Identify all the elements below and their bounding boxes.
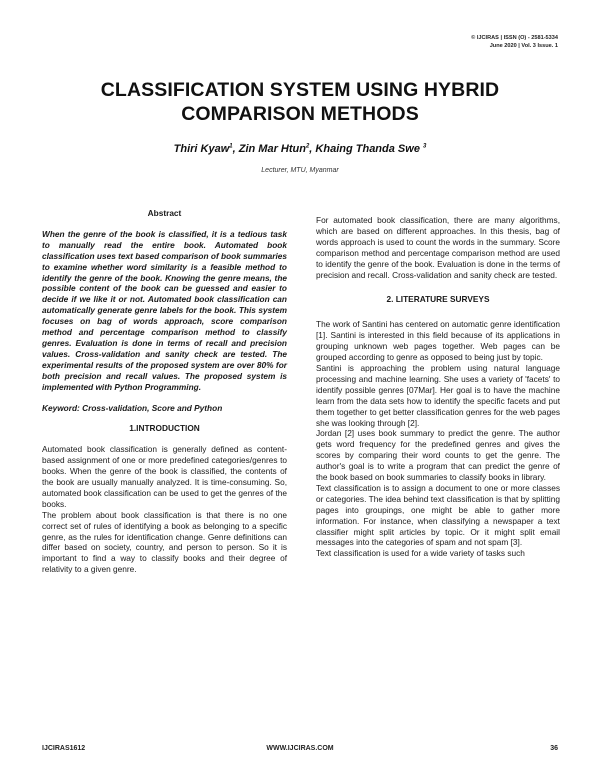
author-3: Khaing Thanda Swe bbox=[315, 143, 420, 155]
affiliation: Lecturer, MTU, Myanmar bbox=[261, 167, 339, 174]
author-3-sup: 3 bbox=[423, 143, 427, 150]
intro-paragraph-2: The problem about book classification is that there is no one correct set of rules of identifying a book as belonging to a specific genre, as the rules for identification change. Genre definitions can differ based on society, country, and person to person. So it is important to find a way to classify books and their degree of relativity to a given genre. bbox=[42, 509, 287, 575]
left-column bbox=[42, 208, 287, 575]
literature-paragraph-3: Jordan [2] uses book summary to predict the genre. The author gets word frequency for the predefined genres and gives the scores by comparing their word counts to get the genre. The author's goal is to write a program that can predict the genre of the book based on book summaries to classify books in library. bbox=[316, 428, 560, 483]
title-line-2: COMPARISON METHODS bbox=[181, 103, 419, 125]
right-column bbox=[316, 215, 560, 559]
keywords: Keyword: Cross-validation, Score and Python bbox=[42, 402, 223, 413]
author-1-sup: 1 bbox=[229, 143, 233, 150]
literature-heading: 2. LITERATURE SURVEYS bbox=[386, 294, 490, 305]
intro-paragraph-3: For automated book classification, there are many algorithms, which are based on different approaches. In this thesis, bag of words approach is used to count the words in the summary. Score comparison method and percentage comparison method are used to identify the genre of the book. Evaluation is done in the terms of precision and recall. Cross-validation and sanity check are tested. bbox=[316, 215, 560, 280]
literature-paragraph-5: Text classification is used for a wide variety of tasks such bbox=[316, 548, 525, 559]
author-2-sup: 2 bbox=[305, 143, 310, 150]
footer-page-number: 36 bbox=[550, 745, 558, 752]
literature-paragraph-4: Text classification is to assign a document to one or more classes or categories. The idea behind text classification is that by splitting pages into groupings, one might be able to gather more information. For instance, when classifying a newspaper a text classifier might split articles by topic. Or it might split email messages into the categories of spam and not spam [3]. bbox=[316, 482, 560, 548]
abstract-text: When the genre of the book is classified, it is a tedious task to manually read the entire book. Automated book classification uses text based comparison of book summaries to examine whether word similarity is a feasible method to identify the genre of the book. Knowing the genre means, the possible content of the book can be guessed and easier to decide if we like it or not. Automated book classification can automatically generate genre labels for the book. This system focuses on bag of words approach, score comparison method and percentage comparison method to classify genres. Evaluation is done in terms of recall and precision values. Cross-validation and sanity check are tested. The experimental results of the proposed system are over 80% for both precision and recall values. The proposed system is implemented with Python Programming. bbox=[42, 228, 287, 392]
author-2: Zin Mar Htun bbox=[238, 143, 306, 155]
literature-paragraph-1: The work of Santini has centered on automatic genre identification [1]. Santini is interested in this field because of its applications in grouping unknown web pages together. Web pages can be grouped according to genre as opposed to being just by topic. bbox=[316, 319, 560, 363]
footer-paper-id: IJCIRAS1612 bbox=[42, 745, 86, 752]
paper-title bbox=[0, 78, 600, 126]
intro-heading: 1.INTRODUCTION bbox=[129, 423, 200, 434]
abstract-heading: Abstract bbox=[147, 208, 182, 218]
journal-header bbox=[471, 34, 558, 50]
literature-paragraph-2: Santini is approaching the problem using natural language processing and machine learning. She uses a variety of 'facets' to identify possible genres [07Mar]. Her goal is to have the machine learn from the data sets how to identify the specific facets and put them together to get better classification genres for the web pages she was looking through [2]. bbox=[316, 362, 560, 428]
issn-line: © IJCIRAS | ISSN (O) - 2581-5334 bbox=[471, 35, 558, 41]
title-line-1: CLASSIFICATION SYSTEM USING HYBRID bbox=[100, 79, 500, 101]
author-list: Thiri Kyaw$^1$, Zin Mar Htun$^2$, Khaing Thanda Swe $^3$ bbox=[173, 143, 427, 155]
author-1: Thiri Kyaw bbox=[173, 143, 230, 155]
footer-website[interactable]: WWW.IJCIRAS.COM bbox=[266, 745, 334, 752]
intro-paragraph-1: Automated book classification is generally defined as content-based assignment of one or more predefined categories/genres to books. When the genre of the book is classified, the contents of the book are usually manually analyzed. It is time-consuming. So, automated book classification can be used to get the genres of the books. bbox=[42, 444, 287, 509]
issue-line: June 2020 | Vol. 3 Issue. 1 bbox=[489, 43, 558, 49]
